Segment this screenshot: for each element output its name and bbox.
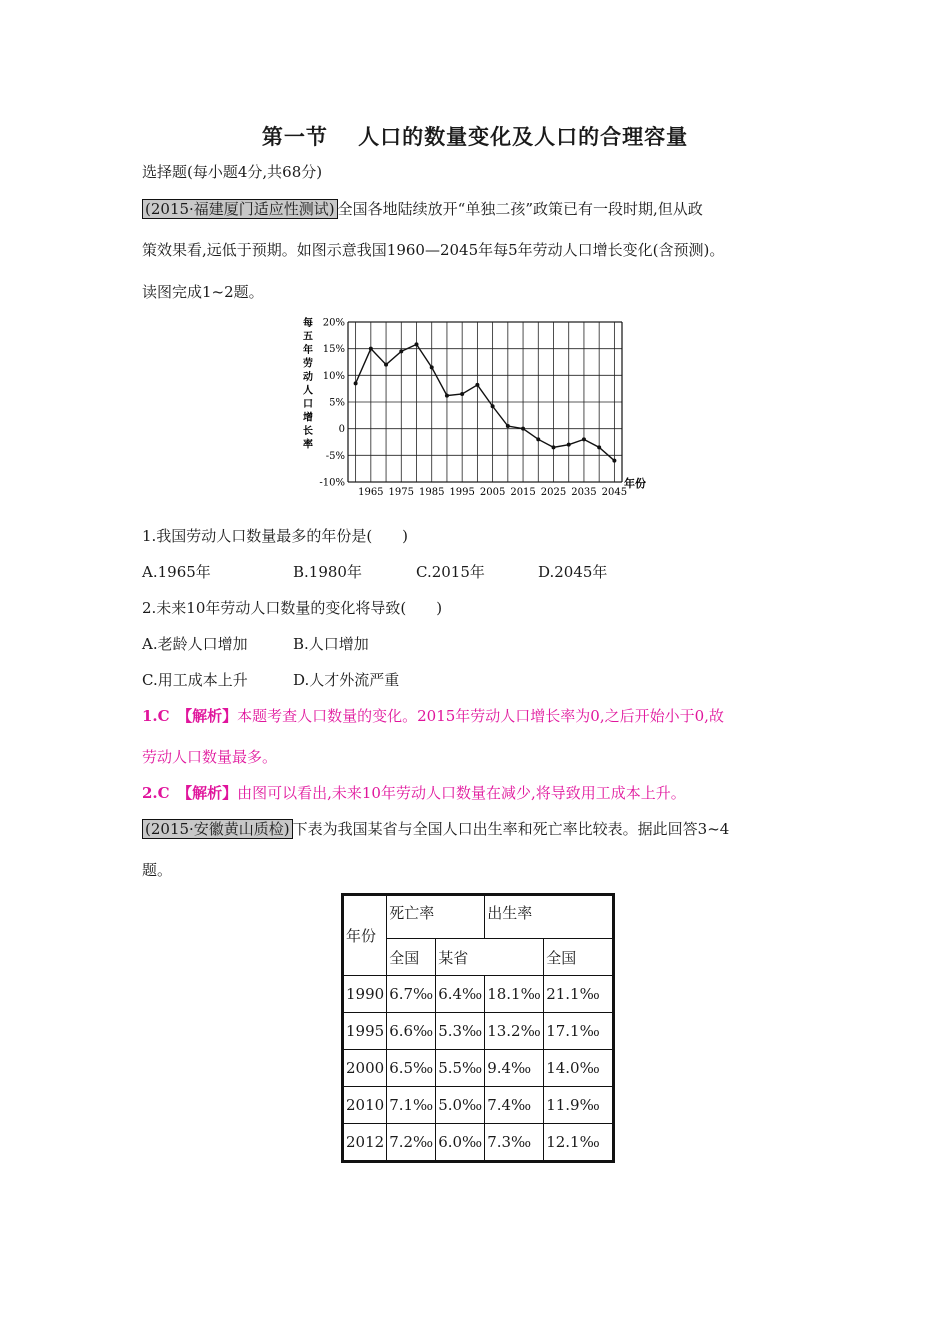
y-axis-label-char: 五 [303,331,313,343]
chart-grid [348,322,622,482]
y-tick-label: -10% [319,477,345,489]
cell: 13.2‰ [485,1013,544,1050]
data-point [567,443,571,447]
cell: 12.1‰ [544,1124,614,1162]
data-point [399,349,403,353]
q2-stem: 2.未来10年劳动人口数量的变化将导致( ) [142,599,443,617]
cell: 18.1‰ [485,976,544,1013]
data-point [536,437,540,441]
x-tick-label: 1965 [358,487,384,498]
y-tick-label: 15% [322,344,345,356]
y-axis-label-char: 动 [303,372,313,383]
cell: 6.6‰ [387,1013,436,1050]
y-tick-label: -5% [325,450,345,462]
sub-province: 某省 [436,939,544,976]
cell-year: 1990 [343,976,387,1013]
sub-national: 全国 [387,939,436,976]
y-axis-label-char: 每 [303,318,313,329]
labor-growth-chart [296,312,656,502]
q2-option-d[interactable]: D.人才外流严重 [293,671,400,689]
table-header-row [343,895,614,939]
y-axis-label-char: 率 [303,439,313,451]
q1-stem: 1.我国劳动人口数量最多的年份是( ) [142,527,409,545]
data-point [354,381,358,385]
section-heading: 选择题(每小题4分,共68分) [142,163,323,181]
group1-intro-line1 [142,199,703,219]
data-point [475,383,479,387]
q1-option-c[interactable]: C.2015年 [416,563,485,581]
answer-1-line1 [142,706,724,726]
cell: 5.5‰ [436,1050,485,1087]
x-tick-label: 1975 [388,487,415,498]
data-point [460,392,464,396]
data-point [597,445,601,449]
x-tick-label: 1995 [449,487,475,498]
cell-year: 2012 [343,1124,387,1162]
answer-1-line2: 劳动人口数量最多。 [142,748,278,766]
q2-option-b[interactable]: B.人口增加 [293,635,369,653]
x-axis-label: 年份 [624,477,646,490]
y-tick-label: 20% [322,317,345,329]
source-tag: (2015·福建厦门适应性测试) [142,199,338,219]
y-axis-label [303,316,313,451]
y-axis-label-char: 增 [303,412,313,424]
data-point [491,404,495,408]
data-point [521,427,525,431]
answer-2 [142,783,686,803]
x-tick-label: 2005 [479,487,506,498]
header-death-rate: 死亡率 [387,895,485,939]
group1-intro-line2: 策效果看,远低于预期。如图示意我国1960—2045年每5年劳动人口增长变化(含预测)。 [142,241,725,259]
table-row [343,1087,614,1124]
cell: 6.5‰ [387,1050,436,1087]
cell-year: 2000 [343,1050,387,1087]
y-axis-label-char: 年 [303,345,313,356]
y-tick-label: 0 [338,424,345,436]
x-tick-labels [358,487,627,498]
table-row [343,976,614,1013]
y-tick-labels [319,318,345,489]
rate-comparison-table [341,893,615,1163]
y-axis-label-char: 长 [303,426,313,437]
cell: 6.7‰ [387,976,436,1013]
sub-national-2: 全国 [544,939,614,976]
intro-text: 全国各地陆续放开“单独二孩”政策已有一段时期,但从政 [337,200,703,218]
series-line [356,344,615,460]
q2-option-c[interactable]: C.用工成本上升 [142,671,248,689]
cell: 11.9‰ [544,1087,614,1124]
answer-2-label: 2.C 【解析】 [142,784,238,802]
y-tick-label: 10% [322,370,345,382]
data-point [415,342,419,346]
cell: 6.0‰ [436,1124,485,1162]
page-title: 第一节 人口的数量变化及人口的合理容量 [261,125,689,149]
data-point [384,363,388,367]
data-point [506,424,510,428]
x-tick-label: 2025 [540,487,567,498]
cell: 14.0‰ [544,1050,614,1087]
cell: 7.3‰ [485,1124,544,1162]
cell-year: 1995 [343,1013,387,1050]
y-tick-label: 5% [329,397,345,409]
table-row [343,1124,614,1162]
series-points [354,342,617,462]
x-tick-label: 2035 [571,487,597,498]
group2-intro-line2: 题。 [142,861,173,879]
q1-option-b[interactable]: B.1980年 [293,563,362,581]
cell: 21.1‰ [544,976,614,1013]
y-axis-label-char: 口 [303,399,313,410]
data-point [369,347,373,351]
cell: 7.1‰ [387,1087,436,1124]
data-point [612,459,616,463]
q1-option-a[interactable]: A.1965年 [142,563,211,581]
header-year: 年份 [343,895,387,976]
source-tag-2: (2015·安徽黄山质检) [142,819,293,839]
q2-option-a[interactable]: A.老龄人口增加 [142,635,248,653]
table-row [343,1050,614,1087]
cell: 5.3‰ [436,1013,485,1050]
intro-text-2: 下表为我国某省与全国人口出生率和死亡率比较表。据此回答3~4 [292,820,730,838]
group2-intro-line1 [142,819,729,839]
cell: 7.4‰ [485,1087,544,1124]
cell: 7.2‰ [387,1124,436,1162]
cell-year: 2010 [343,1087,387,1124]
answer-2-text: 由图可以看出,未来10年劳动人口数量在减少,将导致用工成本上升。 [237,784,686,802]
cell: 9.4‰ [485,1050,544,1087]
table-row [343,1013,614,1050]
cell: 6.4‰ [436,976,485,1013]
data-point [552,445,556,449]
cell: 5.0‰ [436,1087,485,1124]
answer-1-label: 1.C 【解析】 [142,707,238,725]
x-tick-label: 2045 [601,487,628,498]
group1-intro-line3: 读图完成1~2题。 [142,283,264,301]
answer-1-text: 本题考查人口数量的变化。2015年劳动人口增长率为0,之后开始小于0,故 [237,707,724,725]
q1-option-d[interactable]: D.2045年 [538,563,608,581]
data-point [445,394,449,398]
x-tick-label: 1985 [418,487,445,498]
cell: 17.1‰ [544,1013,614,1050]
data-point [430,365,434,369]
y-axis-label-char: 劳 [303,358,313,370]
header-birth-rate: 出生率 [485,895,614,939]
x-tick-label: 2015 [510,487,536,498]
y-axis-label-char: 人 [303,385,313,397]
data-point [582,437,586,441]
